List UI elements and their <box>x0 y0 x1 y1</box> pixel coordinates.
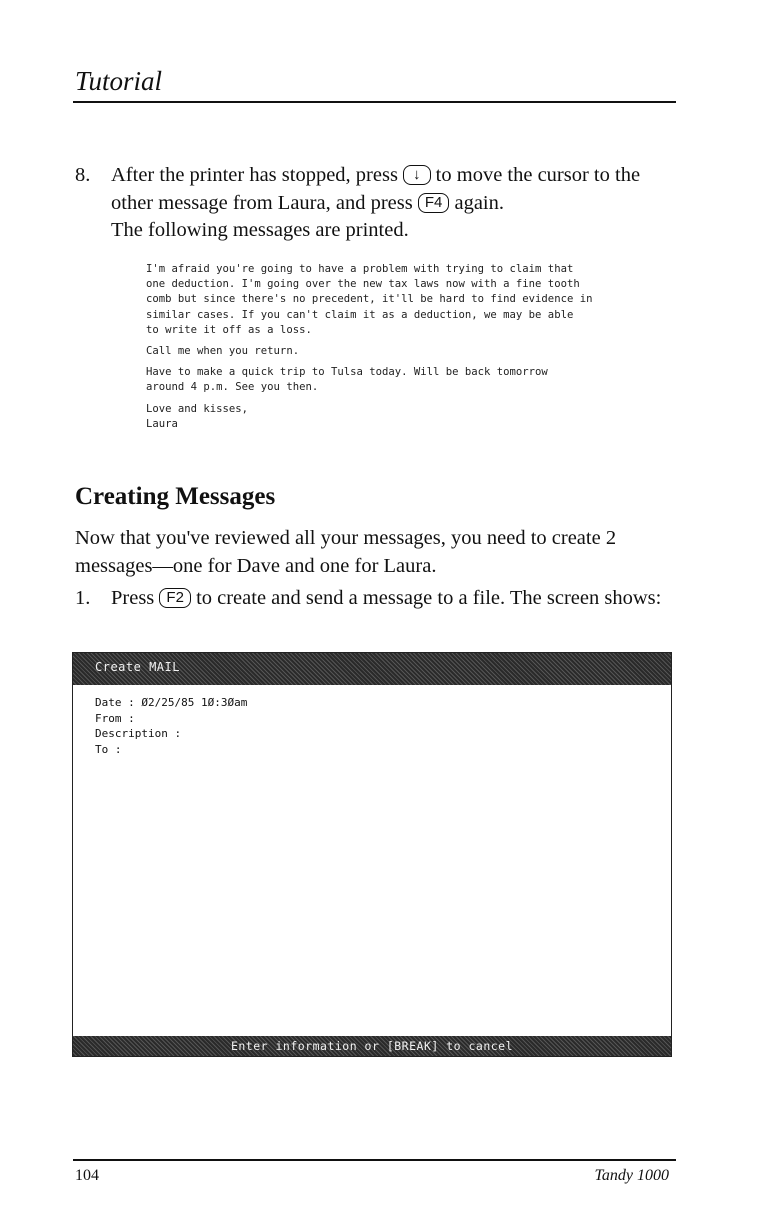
description-field[interactable]: Description : <box>95 727 182 740</box>
step-text: After the printer has stopped, press <box>111 164 398 186</box>
screen-status-bar <box>73 1036 671 1056</box>
screen-title: Create MAIL <box>95 660 180 674</box>
date-field[interactable]: Date : Ø2/25/85 1Ø:3Øam <box>95 696 248 709</box>
page-header-title: Tutorial <box>75 66 163 96</box>
following-text: The following messages are printed. <box>111 219 409 241</box>
printout-paragraph: Call me when you return. <box>146 345 300 358</box>
step-1 <box>75 584 675 612</box>
printout-paragraph: Have to make a quick trip to Tulsa today. Will be back tomorrow around 4 p.m. See you then. <box>146 366 548 394</box>
screen-title-bar <box>73 653 671 685</box>
page-number: 104 <box>75 1167 99 1184</box>
footer-title: Tandy 1000 <box>594 1167 669 1184</box>
printed-messages <box>146 262 666 438</box>
f2-key-icon: F2 <box>159 588 191 608</box>
down-arrow-key-icon: ↓ <box>403 165 431 185</box>
printout-paragraph: Love and kisses, Laura <box>146 402 249 430</box>
section-intro: Now that you've reviewed all your messages, you need to create 2 messages—one for Dave and one for Laura. <box>75 527 617 577</box>
create-mail-screen <box>72 652 672 1057</box>
step-text: to create and send a message to a file. The screen shows: <box>196 587 662 609</box>
to-field[interactable]: To : <box>95 742 122 756</box>
f4-key-icon: F4 <box>418 193 450 213</box>
screen-status-text: Enter information or [BREAK] to cancel <box>230 1039 514 1053</box>
footer-rule <box>73 1159 676 1161</box>
step-text: to move the cursor to the other message from Laura, and press <box>111 164 641 214</box>
step-8 <box>75 161 675 217</box>
step-number: 8. <box>75 164 91 186</box>
printout-paragraph: I'm afraid you're going to have a problem with trying to claim that one deduction. I'm going over the new tax laws now with a fine tooth comb but since there's no precedent, it'll be hard to find evidence in similar cases. If you can't claim it as a deduction, we may be able to write it off as a loss. <box>146 263 593 336</box>
step-number: 1. <box>75 587 91 609</box>
step-text: again. <box>454 192 504 214</box>
section-title: Creating Messages <box>75 483 276 510</box>
screen-fields <box>95 695 247 757</box>
header-rule <box>73 101 676 103</box>
step-text: Press <box>111 587 155 609</box>
from-field[interactable]: From : <box>95 711 135 725</box>
